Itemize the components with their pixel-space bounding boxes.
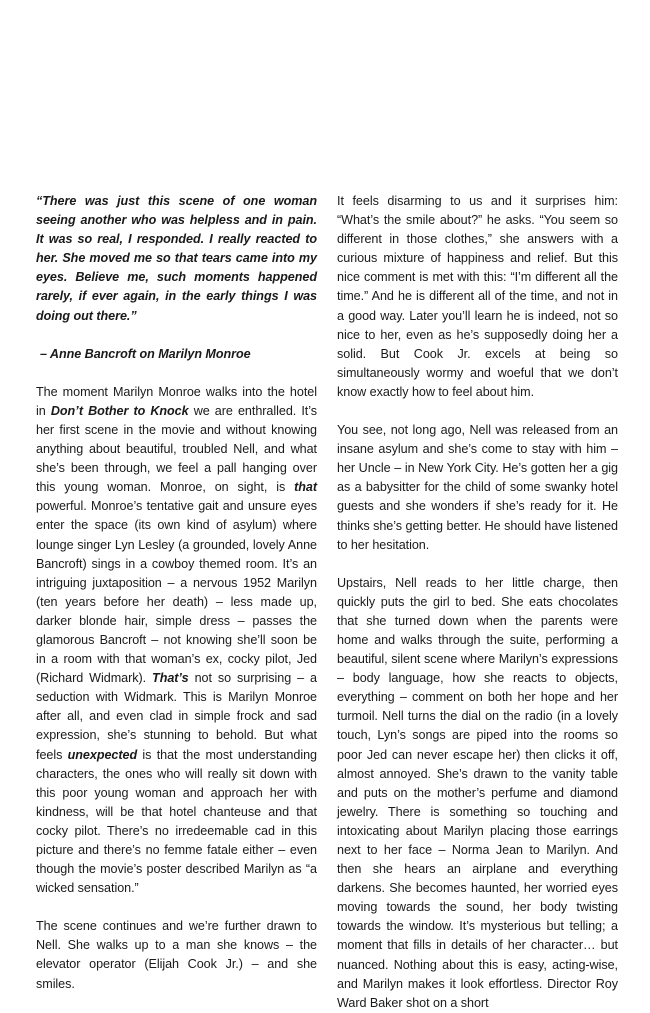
paragraph-text: powerful. Monroe’s tentative gait and unsure eyes enter the space (its own kind of asylum) where lounge singer Lyn Lesley (a grounded, lovely Anne Bancroft) sings in a cowboy themed room. It’s an intriguing juxtaposition – a nervous 1952 Marilyn (ten years before her death) – less made up, darker blonde hair, simple dress – passes the glamorous Bancroft – not knowing she’ll soon be in a room with that woman’s ex, cocky pilot, Jed (Richard Widmark). <box>36 499 317 686</box>
body-paragraph: It feels disarming to us and it surprises him: “What’s the smile about?” he asks. “You seem so different in those clothes,” she answers with a curious mixture of happiness and relief. But this nice comment is met with this: “I’m different all the time.” And he is different all of the time, and not in a good way. Later you’ll learn he is indeed, not so nice to her, even as he’s supposedly doing her a solid. But Cook Jr. excels at being so simultaneously wormy and woeful that we don’t know exactly how to feel about him. <box>337 194 618 399</box>
right-column <box>337 192 618 1013</box>
film-title: Don’t Bother to Knock <box>50 403 189 418</box>
emphasis-text: that <box>294 480 317 495</box>
emphasis-text: That’s <box>152 671 189 686</box>
paragraph-text: The moment Marilyn Monroe walks into the hotel in <box>36 384 317 418</box>
body-paragraph: Upstairs, Nell reads to her little charge, then quickly puts the girl to bed. She eats chocolates that she turned down when the parents were home and walks through the suite, performing a beautiful, silent scene where Marilyn’s expressions – body language, how she reacts to objects, everything – comment on both her hope and her turmoil. Nell turns the dial on the radio (in a lovely touch, Lyn’s songs are piped into the rooms so poor Jed can never escape her) then clicks it off, almost annoyed. She’s drawn to the vanity table and puts on the mother’s perfume and diamond jewelry. There is something so touching and intoxicating about Marilyn placing those earrings next to her face – Norma Jean to Marilyn. And then she hears an airplane and everything darkens. She becomes haunted, her worried eyes moving towards the sound, her body twisting towards the window. It’s mysterious but telling; a moment that fills in details of her character… but nuanced. Nothing about this is easy, acting-wise, and Marilyn makes it look effortless. Director Roy Ward Baker shot on a short <box>337 575 618 1010</box>
body-paragraph: The scene continues and we’re further drawn to Nell. She walks up to a man she knows – the elevator operator (Elijah Cook Jr.) – and she smiles. <box>36 919 317 991</box>
paragraph-text: not so surprising – a seduction with Widmark. This is Marilyn Monroe after all, and even clad in simple frock and sad expression, she’s stunning to behold. But what feels <box>36 671 317 762</box>
paragraph-text: is that the most understanding characters, the ones who will really sit down with this poor young woman and approach her with kindness, will be that hotel chanteuse and that cocky pilot. There’s no irredeemable cad in this picture and there’s no femme fatale either – even though the movie’s poster described Marilyn as “a wicked sensation.” <box>36 747 317 896</box>
body-paragraph <box>36 383 317 899</box>
left-column <box>36 192 317 994</box>
emphasis-text: unexpected <box>67 747 138 762</box>
quote-attribution: – Anne Bancroft on Marilyn Monroe <box>40 346 251 361</box>
paragraph-text: we are enthralled. It’s her first scene in the movie and without knowing anything about beautiful, troubled Nell, and what she’s been through, we feel a pall hanging over this young woman. Monroe, on sight, is <box>36 403 317 495</box>
body-paragraph: You see, not long ago, Nell was released from an insane asylum and she’s come to stay with him – her Uncle – in New York City. He’s gotten her a gig as a babysitter for the child of some swanky hotel guests and she wonders if she’s ready for it. He thinks she’s getting better. He should have listened to her hesitation. <box>337 423 618 552</box>
epigraph-quote: “There was just this scene of one woman seeing another who was helpless and in pain. It was so real, I responded. I really reacted to her. She moved me so that tears came into my eyes. Believe me, such moments happened rarely, if ever again, in the early things I was doing out there.” <box>36 194 317 323</box>
